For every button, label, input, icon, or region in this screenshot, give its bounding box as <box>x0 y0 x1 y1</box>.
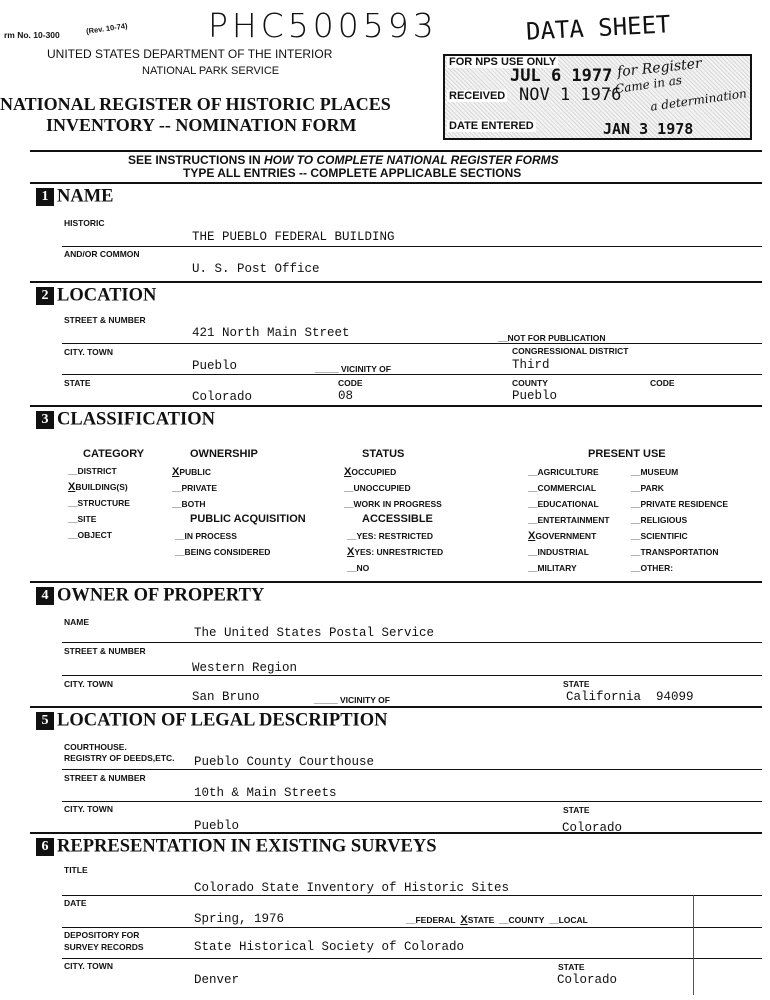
owner-state: California 94099 <box>566 690 694 704</box>
received-date: NOV 1 1976 <box>519 85 622 105</box>
handwritten-id: PHC500593 <box>208 6 438 45</box>
divider <box>30 581 762 583</box>
survey-city: Denver <box>194 973 240 987</box>
congressional-value: Third <box>512 358 550 372</box>
owner-vicinity: _____ VICINITY OF <box>314 695 390 705</box>
city-value: Pueblo <box>192 359 238 373</box>
owner-street: Western Region <box>192 661 298 675</box>
code-value: 08 <box>338 389 354 403</box>
divider <box>30 405 762 407</box>
field-line <box>62 769 762 770</box>
depository-label-1: DEPOSITORY FOR <box>64 930 140 940</box>
hand-note-2: - Came in as <box>606 72 683 98</box>
divider <box>30 281 762 283</box>
hand-note-3: a determination <box>649 86 748 114</box>
owner-city: San Bruno <box>192 690 260 704</box>
depository-value: State Historical Society of Colorado <box>194 940 465 954</box>
congressional-label: CONGRESSIONAL DISTRICT <box>512 346 629 356</box>
instructions-1: SEE INSTRUCTIONS IN HOW TO COMPLETE NATIONAL REGISTER FORMS <box>128 153 559 167</box>
form-title-1: NATIONAL REGISTER OF HISTORIC PLACES <box>0 94 391 114</box>
courthouse-label-1: COURTHOUSE. <box>64 742 127 752</box>
owner-street-label: STREET & NUMBER <box>64 646 146 656</box>
legal-street: 10th & Main Streets <box>194 786 337 800</box>
divider <box>30 832 762 834</box>
owner-city-label: CITY. TOWN <box>64 679 113 689</box>
entered-label: DATE ENTERED <box>449 120 534 132</box>
present-use-list-1: __AGRICULTURE __COMMERCIAL __EDUCATIONAL __ENTERTAINMENT XGOVERNMENT __INDUSTRIAL __MILITARY <box>528 467 610 573</box>
legal-state-label: STATE <box>563 805 590 815</box>
survey-title: Colorado State Inventory of Historic Sites <box>194 881 510 895</box>
owner-name-label: NAME <box>64 617 90 627</box>
section-2-heading: 2 LOCATION <box>36 285 156 306</box>
form-number: rm No. 10-300 <box>4 30 60 40</box>
survey-level-options: __FEDERAL XSTATE __COUNTY __LOCAL <box>406 914 588 926</box>
code2-label: CODE <box>650 378 675 388</box>
accessible-heading: ACCESSIBLE <box>362 513 433 525</box>
category-list: __DISTRICT XBUILDING(S) __STRUCTURE __SITE __OBJECT <box>68 466 130 540</box>
stamp-date-1: JUL 6 1977 <box>510 66 613 86</box>
survey-date: Spring, 1976 <box>194 912 285 926</box>
section-3-heading: 3 CLASSIFICATION <box>36 409 215 430</box>
section-5-heading: 5 LOCATION OF LEGAL DESCRIPTION <box>36 710 388 731</box>
state-value: Colorado <box>192 390 253 404</box>
legal-street-label: STREET & NUMBER <box>64 773 146 783</box>
owner-state-label: STATE <box>563 679 590 689</box>
category-heading: CATEGORY <box>83 448 145 460</box>
courthouse-label-2: REGISTRY OF DEEDS,ETC. <box>64 753 175 763</box>
county-label: COUNTY <box>512 378 548 388</box>
field-line <box>62 927 762 928</box>
received-label: RECEIVED <box>449 90 506 102</box>
courthouse-value: Pueblo County Courthouse <box>194 755 375 769</box>
common-name: U. S. Post Office <box>192 262 320 276</box>
field-line <box>62 343 762 344</box>
ownership-list: XPUBLIC __PRIVATE __BOTH <box>172 466 218 509</box>
nps-use-only: FOR NPS USE ONLY <box>449 56 557 68</box>
form-revision: (Rev. 10-74) <box>85 21 128 36</box>
owner-name: The United States Postal Service <box>194 626 435 640</box>
not-for-publication: __NOT FOR PUBLICATION <box>498 333 606 343</box>
depository-label-2: SURVEY RECORDS <box>64 942 144 952</box>
field-line <box>62 801 762 802</box>
common-label: AND/OR COMMON <box>64 249 140 259</box>
legal-city: Pueblo <box>194 819 240 833</box>
acquisition-list: __IN PROCESS __BEING CONSIDERED <box>175 531 271 557</box>
present-use-heading: PRESENT USE <box>588 448 666 460</box>
section-1-heading: 1 NAME <box>36 186 114 207</box>
instructions-2: TYPE ALL ENTRIES -- COMPLETE APPLICABLE SECTIONS <box>183 166 522 180</box>
historic-label: HISTORIC <box>64 218 105 228</box>
street-label: STREET & NUMBER <box>64 315 146 325</box>
field-line <box>62 675 762 676</box>
survey-state: Colorado <box>557 973 618 987</box>
form-title-2: INVENTORY -- NOMINATION FORM <box>46 115 357 135</box>
field-line <box>62 246 762 247</box>
legal-city-label: CITY. TOWN <box>64 804 113 814</box>
service: NATIONAL PARK SERVICE <box>142 65 280 77</box>
divider <box>30 182 762 184</box>
divider <box>30 706 762 708</box>
ownership-heading: OWNERSHIP <box>190 448 258 460</box>
accessible-list: __YES: RESTRICTED XYES: UNRESTRICTED __NO <box>347 531 444 573</box>
city-label: CITY. TOWN <box>64 347 113 357</box>
state-label: STATE <box>64 378 91 388</box>
vicinity-of: _____ VICINITY OF <box>315 364 391 374</box>
acquisition-heading: PUBLIC ACQUISITION <box>190 513 306 525</box>
section-6-heading: 6 REPRESENTATION IN EXISTING SURVEYS <box>36 836 437 857</box>
present-use-list-2: __MUSEUM __PARK __PRIVATE RESIDENCE __RELIGIOUS __SCIENTIFIC __TRANSPORTATION __OTHER: <box>631 467 729 573</box>
status-list: XOCCUPIED __UNOCCUPIED __WORK IN PROGRESS <box>344 466 442 509</box>
divider <box>30 150 762 152</box>
historic-name: THE PUEBLO FEDERAL BUILDING <box>192 230 395 244</box>
legal-state: Colorado <box>562 821 623 835</box>
department: UNITED STATES DEPARTMENT OF THE INTERIOR <box>47 47 333 61</box>
survey-state-label: STATE <box>558 962 585 972</box>
status-heading: STATUS <box>362 448 405 460</box>
survey-date-label: DATE <box>64 898 87 908</box>
street-value: 421 North Main Street <box>192 326 350 340</box>
survey-city-label: CITY. TOWN <box>64 961 113 971</box>
survey-title-label: TITLE <box>64 865 88 875</box>
field-line <box>62 642 762 643</box>
field-line <box>62 374 762 375</box>
vertical-mark <box>693 895 694 995</box>
county-value: Pueblo <box>512 389 558 403</box>
hand-note-1: for Register <box>616 55 703 81</box>
code-label: CODE <box>338 378 363 388</box>
field-line <box>62 958 762 959</box>
section-4-heading: 4 OWNER OF PROPERTY <box>36 585 264 606</box>
field-line <box>62 895 762 896</box>
entered-date: JAN 3 1978 <box>603 120 694 138</box>
data-sheet-stamp: DATA SHEET <box>525 10 672 46</box>
